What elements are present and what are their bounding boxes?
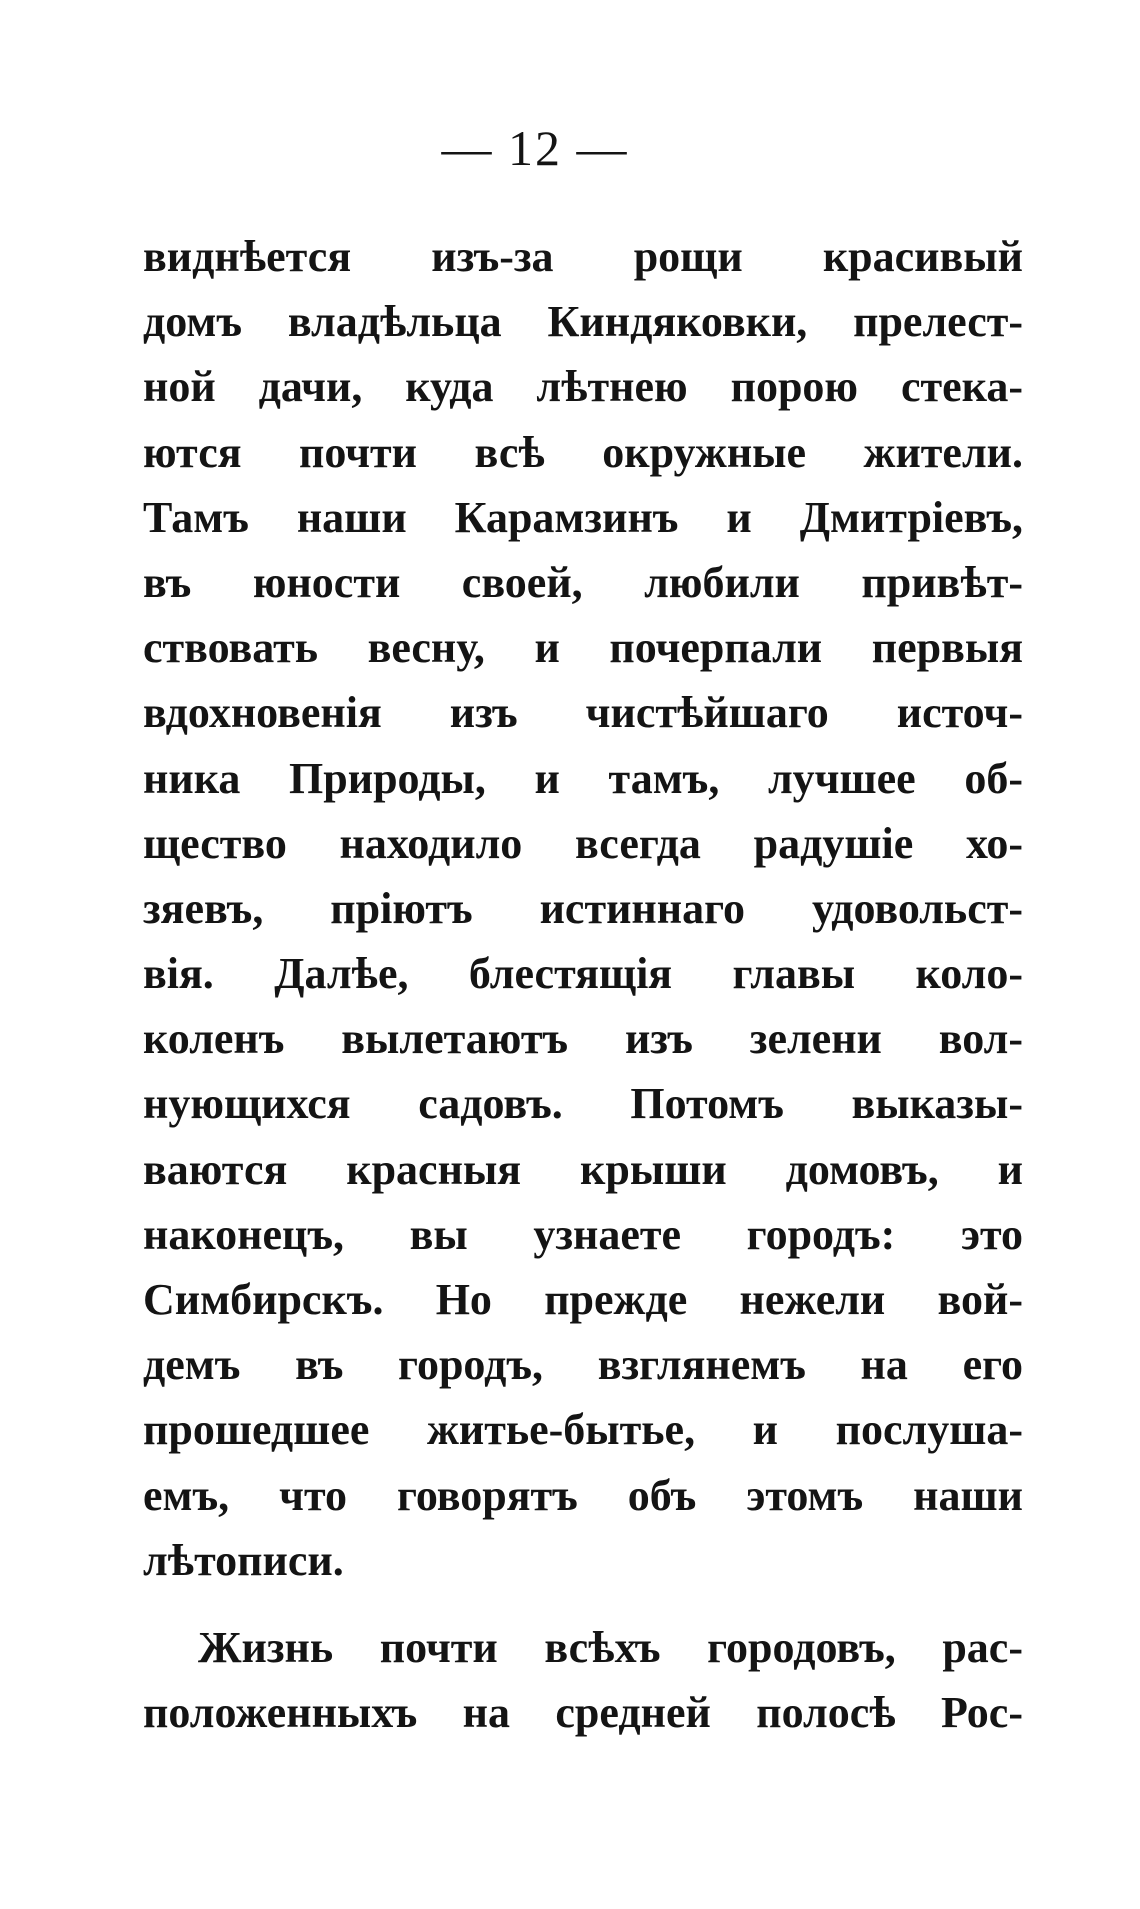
text-line: прошедшее житье-бытье, и послуша- [143, 1405, 1023, 1455]
text-line: зяевъ, пріютъ истиннаго удовольст- [143, 883, 1023, 933]
text-line: емъ, что говорятъ объ этомъ наши [143, 1470, 1023, 1520]
text-line: ваются красныя крыши домовъ, и [143, 1144, 1023, 1194]
text-line: нующихся садовъ. Потомъ выказы- [143, 1079, 1023, 1129]
paragraph [143, 1615, 1023, 1745]
text-line: виднѣется изъ-за рощи красивый [143, 232, 1023, 281]
text-line: лѣтописи. [143, 1535, 344, 1585]
text-line: домъ владѣльца Киндяковки, прелест- [143, 297, 1023, 347]
text-line: ной дачи, куда лѣтнею порою стека- [143, 362, 1023, 412]
text-line: щество находило всегда радушіе хо- [143, 818, 1023, 868]
text-line: Жизнь почти всѣхъ городовъ, рас- [198, 1622, 1023, 1672]
paragraph [143, 224, 1023, 1593]
text-line: Симбирскъ. Но прежде нежели вой- [143, 1275, 1023, 1324]
text-line: вдохновенія изъ чистѣйшаго источ- [143, 688, 1023, 738]
text-line: ются почти всѣ окружные жители. [143, 427, 1023, 477]
body-text [143, 224, 1023, 1745]
text-line: вія. Далѣе, блестящія главы коло- [143, 949, 1023, 999]
text-line: наконецъ, вы узнаете городъ: это [143, 1209, 1023, 1259]
text-line: положенныхъ на средней полосѣ Рос- [143, 1688, 1023, 1738]
page-number: — 12 — [441, 120, 629, 176]
text-line: Тамъ наши Карамзинъ и Дмитріевъ, [143, 492, 1023, 542]
text-line: демъ въ городъ, взглянемъ на его [143, 1340, 1023, 1390]
text-line: ствовать весну, и почерпали первыя [143, 623, 1023, 673]
text-line: коленъ вылетаютъ изъ зелени вол- [143, 1014, 1023, 1064]
paragraph-gap [143, 1593, 1023, 1615]
text-line: въ юности своей, любили привѣт- [143, 557, 1023, 607]
text-line: ника Природы, и тамъ, лучшее об- [143, 753, 1023, 803]
